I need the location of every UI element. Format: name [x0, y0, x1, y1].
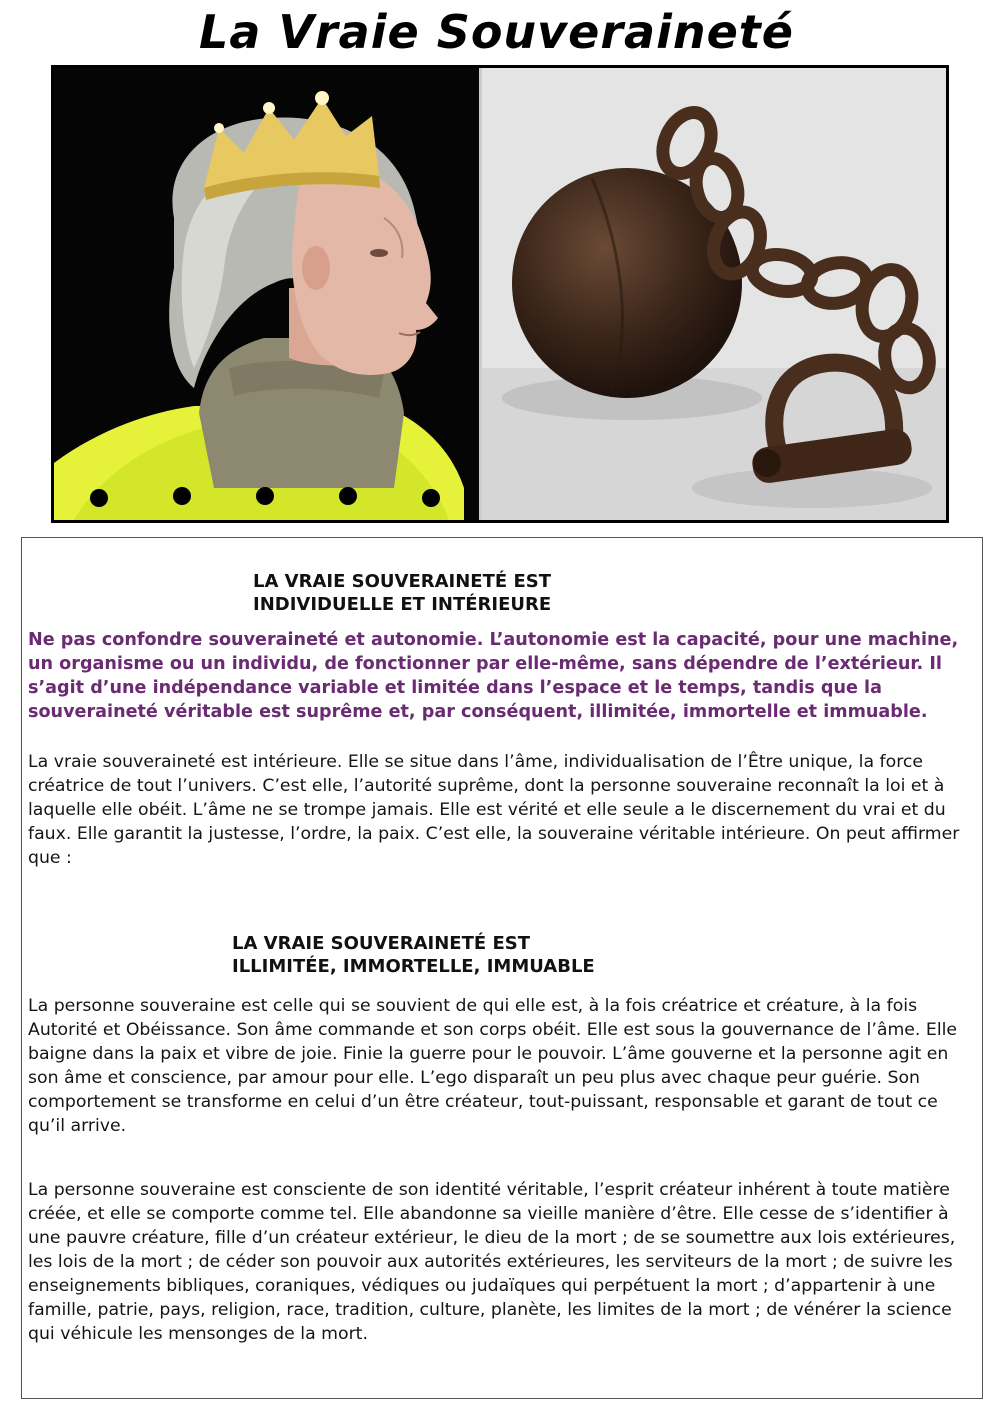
page-title: La Vraie Souveraineté: [199, 5, 794, 59]
section2-heading-line2: ILLIMITÉE, IMMORTELLE, IMMUABLE: [232, 956, 595, 977]
section2-paragraph-2: La personne souveraine est consciente de son identité véritable, l’esprit créateur inhérent à toute matière créée, et elle se comporte comme tel. Elle abandonne sa vieille manière d’être. Elle cesse de s’identifier à une pauvre créature, fille d’un créateur extérieur, le dieu de la mort ; de se soumettre aux lois extérieures, les lois de la mort ; de céder son pouvoir aux autorités extérieures, les serviteurs de la mort ; de suivre les enseignements bibliques, coraniques, védiques ou judaïques qui perpétuent la mort ; d’appartenir à une famille, patrie, pays, religion, race, tradition, culture, planète, les limites de la mort ; de vénérer la science qui véhicule les mensonges de la mort.: [28, 1180, 956, 1344]
section1-heading: [253, 570, 551, 616]
article-box: [21, 537, 983, 1399]
section2-heading-line1: LA VRAIE SOUVERAINETÉ EST: [232, 933, 530, 954]
woman-illustration: [54, 68, 479, 520]
section2-heading: [232, 932, 595, 978]
section2-paragraph-1: La personne souveraine est celle qui se souvient de qui elle est, à la fois créatrice et créature, à la fois Autorité et Obéissance. Son âme commande et son corps obéit. Elle est sous la gouvernance de l’âme. Elle baigne dans la paix et vibre de joie. Finie la guerre pour le pouvoir. L’âme gouverne et la personne agit en son âme et conscience, par amour pour elle. L’ego disparaît un peu plus avec chaque peur guérie. Son comportement se transforme en celui d’un être créateur, tout-puissant, responsable et garant de tout ce qu’il arrive.: [28, 996, 958, 1136]
ball-and-chain-image: [482, 68, 946, 520]
section1-body-paragraph: La vraie souveraineté est intérieure. Elle se situe dans l’âme, individualisation de l’Être unique, la force créatrice de tout l’univers. C’est elle, l’autorité suprême, dont la personne souveraine reconnaît la loi et à laquelle elle obéit. L’âme ne se trompe jamais. Elle est vérité et elle seule a le discernement du vrai et du faux. Elle garantit la justesse, l’ordre, la paix. C’est elle, la souveraine véritable intérieure. On peut affirmer que :: [28, 752, 960, 868]
section1-heading-line2: INDIVIDUELLE ET INTÉRIEURE: [253, 594, 552, 615]
woman-with-crown-image: [54, 68, 479, 520]
ball-and-chain-illustration: [482, 68, 946, 520]
header-photo: [51, 65, 949, 523]
section1-lead-paragraph: Ne pas confondre souveraineté et autonomie. L’autonomie est la capacité, pour une machine, un organisme ou un individu, de fonctionner par elle-même, sans dépendre de l’extérieur. Il s’agit d’une indépendance variable et limitée dans l’espace et le temps, tandis que la souveraineté véritable est suprême et, par conséquent, illimitée, immortelle et immuable.: [28, 630, 959, 722]
section1-heading-line1: LA VRAIE SOUVERAINETÉ EST: [253, 571, 551, 592]
